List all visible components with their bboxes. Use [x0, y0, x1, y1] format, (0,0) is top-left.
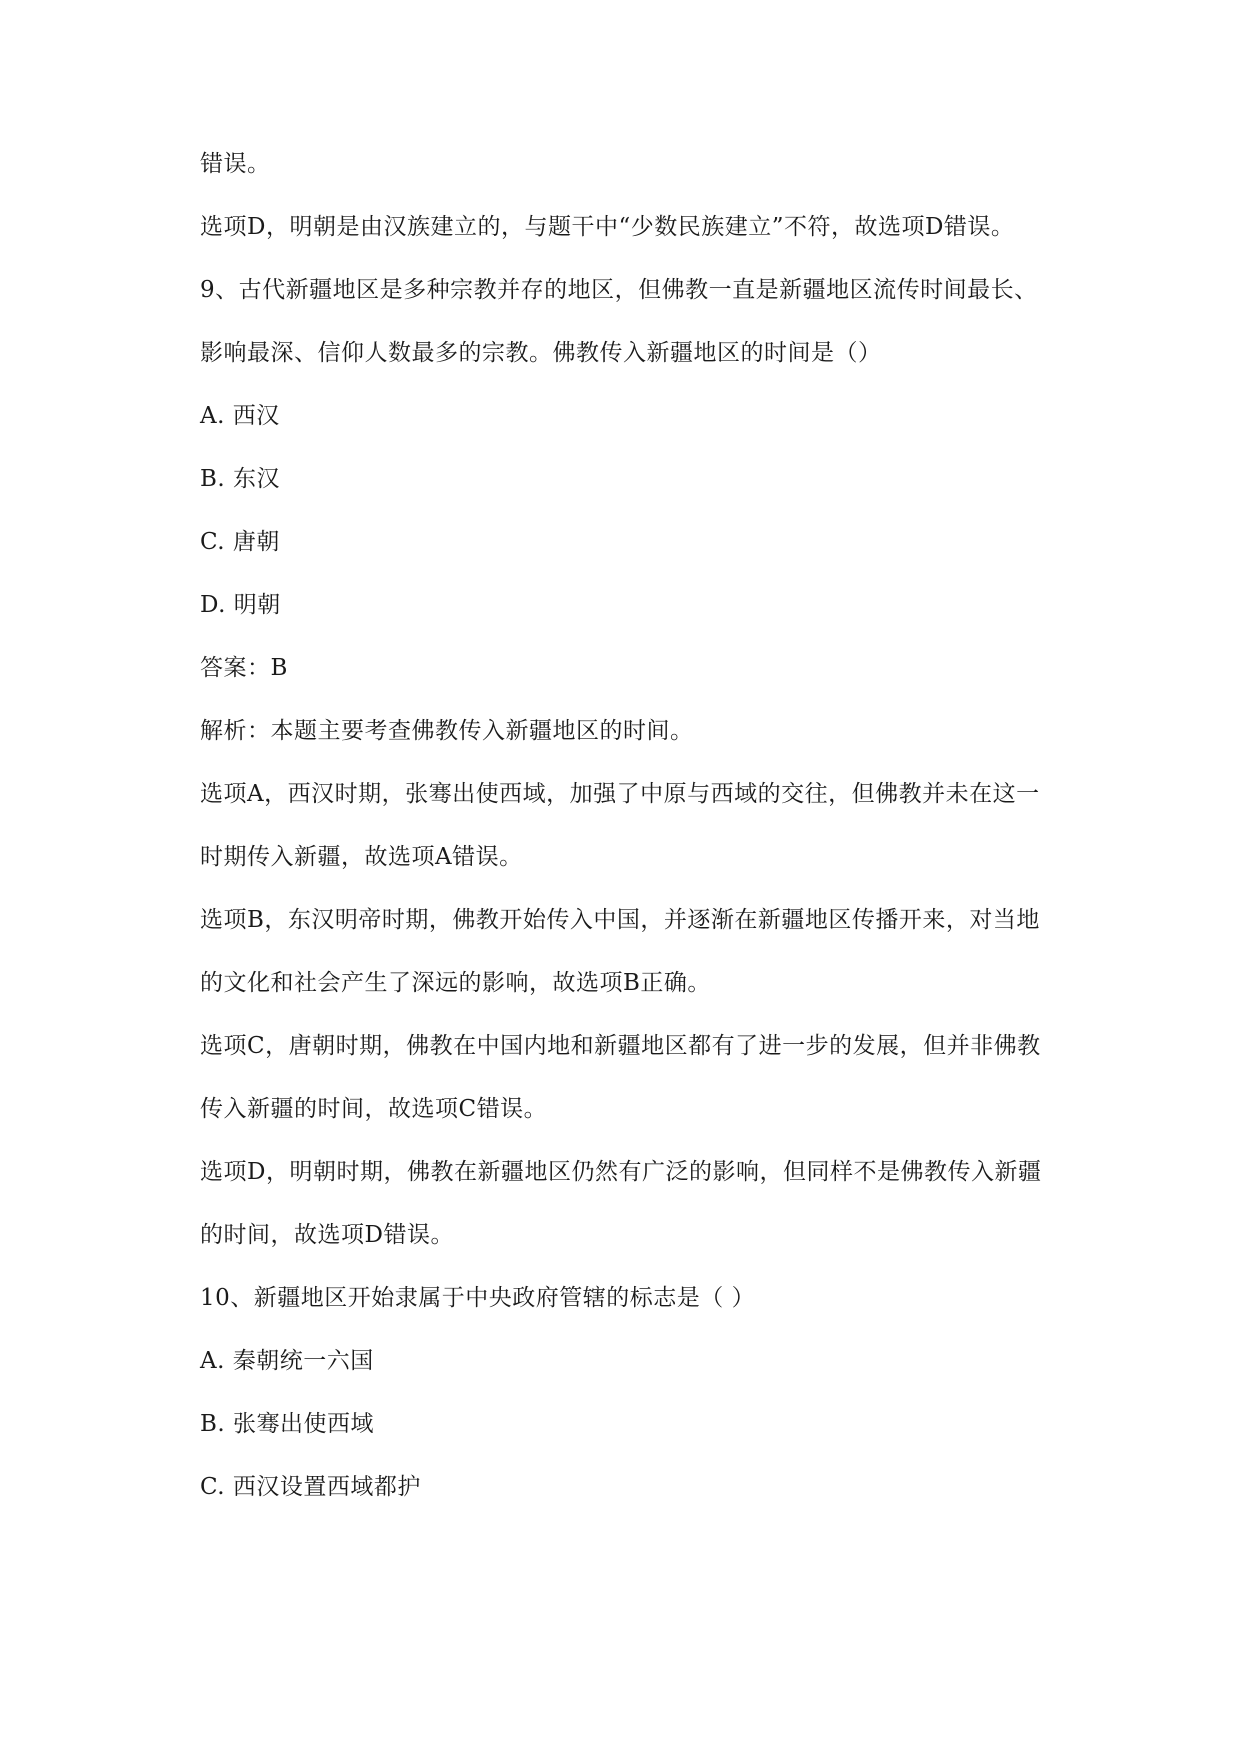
analysis-option-b: 选项B，东汉明帝时期，佛教开始传入中国，并逐渐在新疆地区传播开来，对当地 — [200, 907, 1040, 933]
text-line: 选项D，明朝是由汉族建立的，与题干中“少数民族建立”不符，故选项D错误。 — [200, 214, 1015, 240]
option-b: B. 东汉 — [200, 466, 281, 492]
question-10-stem: 10、新疆地区开始隶属于中央政府管辖的标志是（ ） — [200, 1285, 756, 1311]
analysis-option-a: 时期传入新疆，故选项A错误。 — [200, 844, 523, 870]
analysis-option-d: 的时间，故选项D错误。 — [200, 1222, 454, 1248]
analysis-option-a: 选项A，西汉时期，张骞出使西域，加强了中原与西域的交往，但佛教并未在这一 — [200, 781, 1040, 807]
option-a: A. 西汉 — [200, 403, 280, 429]
option-b: B. 张骞出使西域 — [200, 1411, 375, 1437]
answer: 答案：B — [200, 655, 288, 681]
text-line: 错误。 — [200, 151, 271, 177]
analysis: 解析：本题主要考查佛教传入新疆地区的时间。 — [200, 718, 694, 744]
option-a: A. 秦朝统一六国 — [200, 1348, 374, 1374]
option-c: C. 唐朝 — [200, 529, 280, 555]
analysis-option-b: 的文化和社会产生了深远的影响，故选项B正确。 — [200, 970, 711, 996]
option-c: C. 西汉设置西域都护 — [200, 1474, 421, 1500]
question-9-stem: 影响最深、信仰人数最多的宗教。佛教传入新疆地区的时间是（） — [200, 340, 882, 366]
analysis-option-c: 传入新疆的时间，故选项C错误。 — [200, 1096, 548, 1122]
question-9-stem: 9、古代新疆地区是多种宗教并存的地区，但佛教一直是新疆地区流传时间最长、 — [200, 277, 1038, 303]
option-d: D. 明朝 — [200, 592, 281, 618]
analysis-option-c: 选项C，唐朝时期，佛教在中国内地和新疆地区都有了进一步的发展，但并非佛教 — [200, 1033, 1041, 1059]
analysis-option-d: 选项D，明朝时期，佛教在新疆地区仍然有广泛的影响，但同样不是佛教传入新疆 — [200, 1159, 1042, 1185]
